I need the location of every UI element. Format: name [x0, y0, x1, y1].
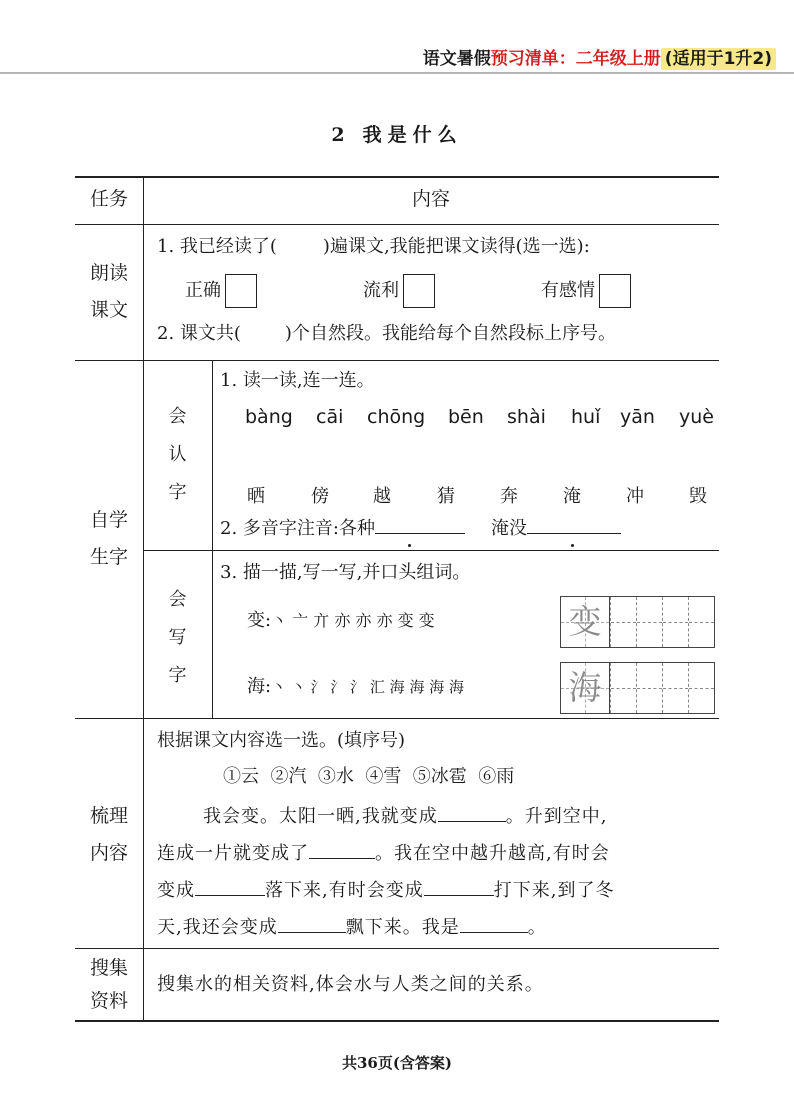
worksheet-table: [75, 176, 719, 1021]
write-label-1: 会: [168, 589, 187, 610]
reading-q2: 2. 课文共( )个自然段。我能给每个自然段标上序号。: [157, 323, 616, 344]
write-label-3: 字: [168, 665, 187, 686]
sort-blank-2[interactable]: [309, 858, 375, 859]
pinyin-item[interactable]: shài: [507, 406, 546, 428]
polyphone-blank-1[interactable]: [375, 533, 465, 534]
col-task-header: 任务: [89, 188, 128, 210]
pinyin-item[interactable]: bēn: [448, 406, 484, 428]
sort-label-2: 内容: [89, 842, 128, 864]
sort-paragraph-2: 连成一片就变成了 。我在空中越升越高,有时会: [157, 843, 610, 864]
char-item[interactable]: 猜: [437, 486, 455, 507]
page-footer: 共36页(含答案): [341, 1054, 453, 1072]
lesson-title: [0, 120, 794, 147]
sort-options: ①云 ②汽 ③水 ④雪 ⑤冰雹 ⑥雨: [223, 766, 515, 787]
pinyin-item[interactable]: bàng: [245, 406, 293, 428]
sort-paragraph-4: 天,我还会变成 飘下来。我是 。: [157, 917, 547, 938]
header-tag: (适用于1升2): [661, 48, 776, 70]
write-q3: 3. 描一描,写一写,并口头组词。: [220, 562, 471, 583]
checkbox-fluent[interactable]: [403, 274, 435, 308]
reading-label-1: 朗读: [89, 262, 128, 284]
reading-option-fluent: 流利: [363, 274, 435, 308]
lesson-number: 2: [331, 124, 345, 146]
header-part1: 语文暑假: [422, 49, 491, 69]
recognize-label-2: 认: [168, 444, 187, 465]
sort-paragraph-3: 变成 落下来,有时会变成 打下来,到了冬: [157, 880, 615, 901]
char-item[interactable]: 奔: [500, 486, 518, 507]
trace-char-hai: 海: [568, 668, 602, 707]
selfstudy-label-2: 生字: [89, 546, 128, 568]
checkbox-emotion[interactable]: [599, 274, 631, 308]
pinyin-item[interactable]: cāi: [316, 406, 344, 428]
sort-blank-5[interactable]: [278, 932, 346, 933]
sort-blank-6[interactable]: [460, 932, 528, 933]
polyphone-dot: [408, 544, 411, 547]
sort-intro: 根据课文内容选一选。(填序号): [157, 730, 406, 751]
pinyin-item[interactable]: yān: [620, 406, 655, 428]
write-label-2: 写: [168, 627, 187, 648]
recognize-label-1: 会: [168, 406, 187, 427]
pinyin-item[interactable]: huǐ: [571, 406, 601, 428]
hai-strokes: 海:丶 丶 氵 氵 氵 汇 海 海 海 海: [247, 676, 464, 697]
checkbox-correct[interactable]: [225, 274, 257, 308]
polyphone-blank-2[interactable]: [527, 533, 621, 534]
char-item[interactable]: 冲: [626, 486, 644, 507]
collect-text: 搜集水的相关资料,体会水与人类之间的关系。: [157, 974, 544, 995]
page-header: [423, 44, 776, 69]
collect-label-1: 搜集: [89, 957, 128, 979]
header-divider: [0, 72, 794, 74]
char-item[interactable]: 毁: [689, 486, 707, 507]
trace-char-bian: 变: [568, 602, 602, 641]
polyphone-dot: [571, 544, 574, 547]
pinyin-item[interactable]: yuè: [679, 406, 714, 428]
header-part3: 二年级上册: [575, 49, 661, 69]
reading-label-2: 课文: [89, 299, 128, 321]
collect-label-2: 资料: [89, 990, 128, 1012]
char-item[interactable]: 晒: [247, 486, 265, 507]
writing-grid-hai[interactable]: [560, 662, 715, 714]
recognize-q1: 1. 读一读,连一连。: [220, 370, 375, 391]
recognize-label-3: 字: [168, 482, 187, 503]
reading-option-correct: 正确: [185, 274, 257, 308]
header-part2: 预习清单：: [490, 49, 576, 69]
bian-strokes: 变:丶 亠 亣 亦 亦 亦 变 变: [247, 610, 435, 631]
pinyin-item[interactable]: chōng: [367, 406, 426, 428]
selfstudy-label-1: 自学: [89, 509, 128, 531]
sort-blank-1[interactable]: [438, 821, 506, 822]
reading-q1: 1. 我已经读了( )遍课文,我能把课文读得(选一选):: [157, 236, 590, 257]
sort-paragraph-1: 我会变。太阳一晒,我就变成 。升到空中,: [203, 806, 608, 827]
reading-option-emotion: 有感情: [541, 274, 631, 308]
char-item[interactable]: 越: [373, 486, 391, 507]
char-item[interactable]: 淹: [563, 486, 581, 507]
col-content-header: 内容: [411, 188, 450, 210]
sort-blank-4[interactable]: [424, 895, 494, 896]
sort-label-1: 梳理: [89, 805, 128, 827]
lesson-name: 我是什么: [362, 124, 463, 146]
sort-blank-3[interactable]: [195, 895, 265, 896]
writing-grid-bian[interactable]: [560, 596, 715, 648]
polyphone-q2: 2. 多音字注音:各种 淹没: [220, 515, 621, 542]
char-item[interactable]: 傍: [311, 486, 329, 507]
